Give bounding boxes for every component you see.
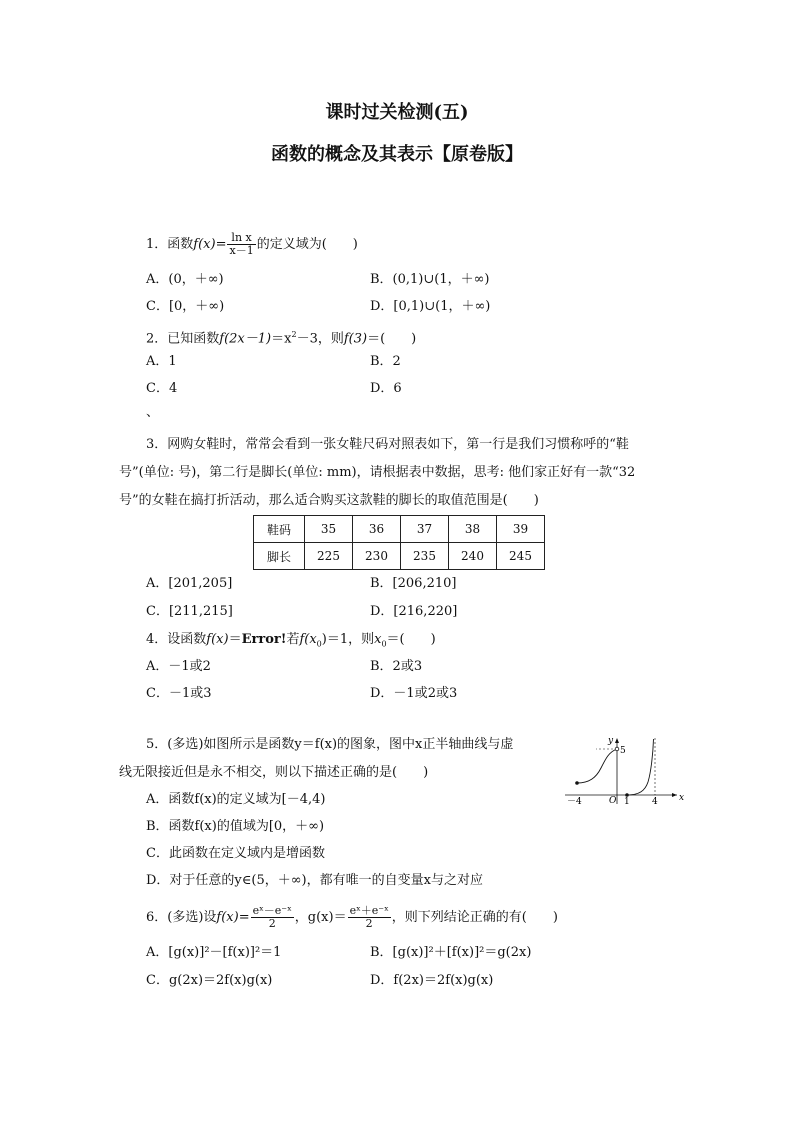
q2-option-c: C．4	[146, 381, 178, 396]
q6-post: ，则下列结论正确的有( )	[391, 910, 558, 925]
table-cell: 36	[353, 516, 401, 543]
q6-f-denominator: 2	[268, 917, 276, 930]
x-axis-label: x	[679, 793, 685, 803]
q3-option-d: D．[216,220]	[370, 604, 458, 619]
tick-y5: 5	[620, 746, 626, 756]
tick-x1: 1	[624, 797, 630, 806]
table-cell: 38	[449, 516, 497, 543]
q2-t3: ＝x	[271, 331, 292, 347]
q4-t8: ＝( )	[386, 632, 436, 647]
q2-sup: 2	[291, 330, 297, 339]
page-title: 课时过关检测(五)	[325, 102, 469, 123]
tick-x4: 4	[652, 797, 658, 806]
q2-option-b: B．2	[370, 354, 401, 369]
q3-option-a: A．[201,205]	[146, 576, 233, 591]
q5-option-a: A．函数f(x)的定义域为[－4,4)	[146, 792, 326, 807]
q3-line2: 号”(单位: 号)，第二行是脚长(单位: mm)，请根据表中数据，思考: 他们家正好有一款“32	[119, 465, 636, 480]
q4-t6: )＝1，则	[321, 632, 375, 647]
tick-xm4: －4	[567, 797, 582, 806]
table-cell: 235	[401, 543, 449, 570]
table-cell: 230	[353, 543, 401, 570]
q1-option-b: B．(0,1)∪(1，＋∞)	[370, 272, 490, 287]
table-cell: 39	[497, 516, 545, 543]
q2-option-a: A．1	[146, 354, 177, 369]
q1-post: 的定义域为( )	[256, 237, 358, 252]
q5-line2: 线无限接近但是永不相交，则以下描述正确的是( )	[119, 765, 429, 780]
q2-t1: 2．已知函数	[146, 331, 220, 347]
shoe-size-table	[253, 515, 545, 570]
table-cell: 37	[401, 516, 449, 543]
q6-g-numerator: eˣ＋e⁻ˣ	[349, 904, 389, 917]
q1-option-a: A．(0，＋∞)	[146, 272, 224, 287]
q6-g-denominator: 2	[365, 917, 373, 930]
q6-mid: ，g(x)＝	[294, 910, 347, 925]
q4-option-d: D．－1或2或3	[370, 686, 458, 701]
q2-t2: f(2x－1)	[219, 331, 272, 347]
q1-stem	[146, 232, 358, 257]
q4-t3: ＝	[228, 632, 242, 647]
open-point-top	[615, 747, 619, 751]
q6-option-d: D．f(2x)＝2f(x)g(x)	[370, 973, 494, 988]
q4-stem	[146, 631, 436, 654]
page-subtitle: 函数的概念及其表示【原卷版】	[271, 144, 523, 165]
q2-t6: ＝( )	[367, 331, 417, 347]
q3-line1: 3．网购女鞋时，常常会看到一张女鞋尺码对照表如下，第一行是我们习惯称呼的“鞋	[146, 437, 629, 452]
q4-t2: f(x)	[206, 632, 229, 647]
q3-line3: 号”的女鞋在搞打折活动，那么适合购买这款鞋的脚长的取值范围是( )	[119, 493, 539, 508]
q4-t4: 若	[286, 632, 300, 647]
q6-option-a: A．[g(x)]²－[f(x)]²＝1	[146, 945, 282, 960]
y-axis-label: y	[608, 736, 614, 746]
q4-option-b: B．2或3	[370, 659, 423, 674]
q4-t5: f(x	[299, 632, 317, 647]
q6-option-c: C．g(2x)＝2f(x)g(x)	[146, 973, 273, 988]
q5-option-d: D．对于任意的y∈(5，＋∞)，都有唯一的自变量x与之对应	[146, 873, 483, 888]
left-curve	[577, 749, 617, 783]
q1-option-c: C．[0，＋∞)	[146, 299, 225, 314]
q1-fx: f(x)	[193, 237, 216, 252]
q4-option-a: A．－1或2	[146, 659, 211, 674]
x-axis-arrow	[672, 793, 677, 797]
q2-t4: －3，则	[296, 331, 344, 347]
q2-t5: f(3)	[343, 331, 368, 347]
q3-option-b: B．[206,210]	[370, 576, 457, 591]
q5-option-b: B．函数f(x)的值域为[0，＋∞)	[146, 819, 325, 834]
q4-option-c: C．－1或3	[146, 686, 212, 701]
right-curve	[627, 739, 654, 795]
function-graph	[563, 734, 689, 806]
table-row-label: 脚长	[254, 543, 305, 570]
q2-stray-mark: 、	[146, 405, 160, 420]
table-row	[254, 543, 545, 570]
q1-numerator: ln x	[227, 232, 255, 245]
q1-eq: =	[215, 237, 227, 252]
q6-stem	[146, 905, 558, 930]
q4-t5sub: 0	[316, 639, 322, 649]
q6-pre: 6．(多选)设	[146, 910, 217, 925]
q6-f-fraction	[251, 905, 294, 930]
table-row	[254, 516, 545, 543]
q6-option-b: B．[g(x)]²＋[f(x)]²＝g(2x)	[370, 945, 532, 960]
q6-eq1: =	[238, 910, 250, 925]
table-cell: 35	[305, 516, 353, 543]
q6-f: f(x)	[216, 910, 239, 925]
q4-error-marker: Error!	[241, 632, 287, 647]
q1-denominator: x－1	[229, 244, 254, 257]
origin-label: O	[609, 796, 617, 806]
q5-line1: 5．(多选)如图所示是函数y＝f(x)的图象，图中x正半轴曲线与虚	[146, 737, 514, 752]
q1-pre: 1．函数	[146, 237, 194, 252]
q4-t7sub: 0	[381, 639, 387, 649]
q5-option-c: C．此函数在定义域内是增函数	[146, 846, 325, 861]
table-cell: 225	[305, 543, 353, 570]
q1-option-d: D．[0,1)∪(1，＋∞)	[370, 299, 491, 314]
q4-t7: x	[374, 632, 382, 647]
y-axis-arrow	[615, 738, 619, 743]
q6-g-fraction	[348, 905, 391, 930]
q3-option-c: C．[211,215]	[146, 604, 233, 619]
table-cell: 240	[449, 543, 497, 570]
q1-fraction	[227, 232, 255, 257]
q4-t1: 4．设函数	[146, 632, 207, 647]
q2-stem	[146, 326, 416, 348]
q2-option-d: D．6	[370, 381, 402, 396]
q6-f-numerator: eˣ－e⁻ˣ	[252, 904, 292, 917]
table-row-label: 鞋码	[254, 516, 305, 543]
table-cell: 245	[497, 543, 545, 570]
